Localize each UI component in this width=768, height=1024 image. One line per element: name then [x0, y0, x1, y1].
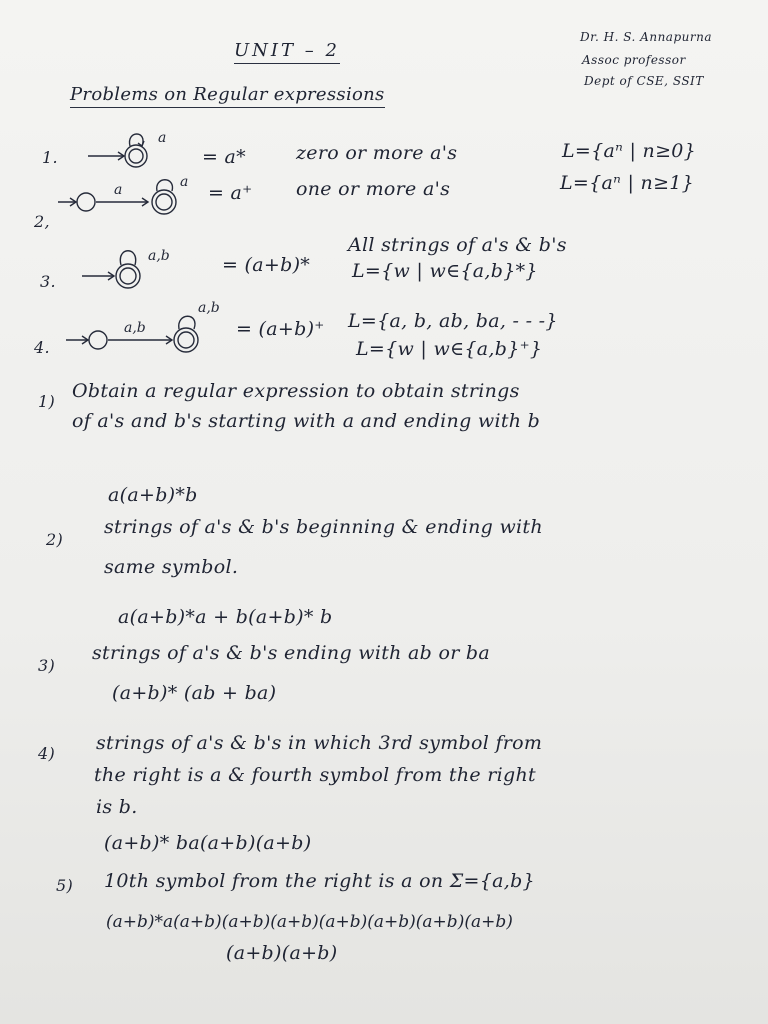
dfa-2-transition-label: a	[114, 182, 123, 198]
author-designation: Assoc professor	[582, 53, 686, 67]
dfa-4-transition-label: a,b	[124, 320, 146, 336]
author-department: Dept of CSE, SSIT	[584, 74, 704, 88]
problem-5-answer-continued: (a+b)(a+b)	[226, 942, 338, 964]
example-3-description: All strings of a's & b's	[348, 234, 567, 256]
problem-1-line-1: Obtain a regular expression to obtain strings	[72, 380, 520, 402]
unit-title: UNIT – 2	[234, 40, 340, 64]
example-4-expression: = (a+b)⁺	[236, 318, 325, 340]
example-1-description: zero or more a's	[296, 142, 458, 164]
dfa-1-label: a	[158, 130, 167, 146]
dfa-diagram-1	[86, 126, 196, 176]
author-name: Dr. H. S. Annapurna	[580, 30, 712, 44]
problem-4-number: 4)	[38, 744, 56, 763]
problem-1-number: 1)	[38, 392, 56, 411]
dfa-diagram-4	[64, 296, 224, 356]
problem-5-answer: (a+b)*a(a+b)(a+b)(a+b)(a+b)(a+b)(a+b)(a+b)	[106, 912, 513, 932]
problem-2-line-2: same symbol.	[104, 556, 239, 578]
example-4-number: 4.	[34, 338, 50, 357]
dfa-2-loop-label: a	[180, 174, 189, 190]
problem-4-line-1: strings of a's & b's in which 3rd symbol from	[96, 732, 543, 754]
problem-3-line-1: strings of a's & b's ending with ab or ba	[92, 642, 491, 664]
problem-1-answer: a(a+b)*b	[108, 484, 198, 506]
example-1-number: 1.	[42, 148, 58, 167]
dfa-diagram-2	[56, 172, 206, 222]
problem-4-line-2: the right is a & fourth symbol from the right	[94, 764, 536, 786]
example-2-description: one or more a's	[296, 178, 451, 200]
example-1-expression: = a*	[202, 146, 246, 168]
example-2-number: 2,	[34, 212, 50, 231]
problem-2-line-1: strings of a's & b's beginning & ending with	[104, 516, 543, 538]
problem-4-line-3: is b.	[96, 796, 138, 818]
problem-3-answer: (a+b)* (ab + ba)	[112, 682, 277, 704]
example-2-expression: = a⁺	[208, 182, 253, 204]
dfa-3-loop-label: a,b	[148, 248, 170, 264]
problem-1-line-2: of a's and b's starting with a and ending with b	[72, 410, 541, 432]
example-4-language: L={w | w∈{a,b}⁺}	[356, 338, 543, 360]
problem-2-answer: a(a+b)*a + b(a+b)* b	[118, 606, 333, 628]
problem-5-number: 5)	[56, 876, 74, 895]
dfa-4-loop-label: a,b	[198, 300, 220, 316]
dfa-diagram-3	[80, 240, 210, 290]
example-1-language: L={aⁿ | n≥0}	[562, 140, 697, 162]
example-3-language: L={w | w∈{a,b}*}	[352, 260, 538, 282]
problem-3-number: 3)	[38, 656, 56, 675]
example-3-expression: = (a+b)*	[222, 254, 311, 276]
problem-4-answer: (a+b)* ba(a+b)(a+b)	[104, 832, 312, 854]
page-heading: Problems on Regular expressions	[70, 84, 385, 108]
example-3-number: 3.	[40, 272, 56, 291]
example-4-description: L={a, b, ab, ba, - - -}	[348, 310, 558, 332]
problem-5-line-1: 10th symbol from the right is a on Σ={a,b}	[104, 870, 535, 892]
problem-2-number: 2)	[46, 530, 64, 549]
example-2-language: L={aⁿ | n≥1}	[560, 172, 695, 194]
